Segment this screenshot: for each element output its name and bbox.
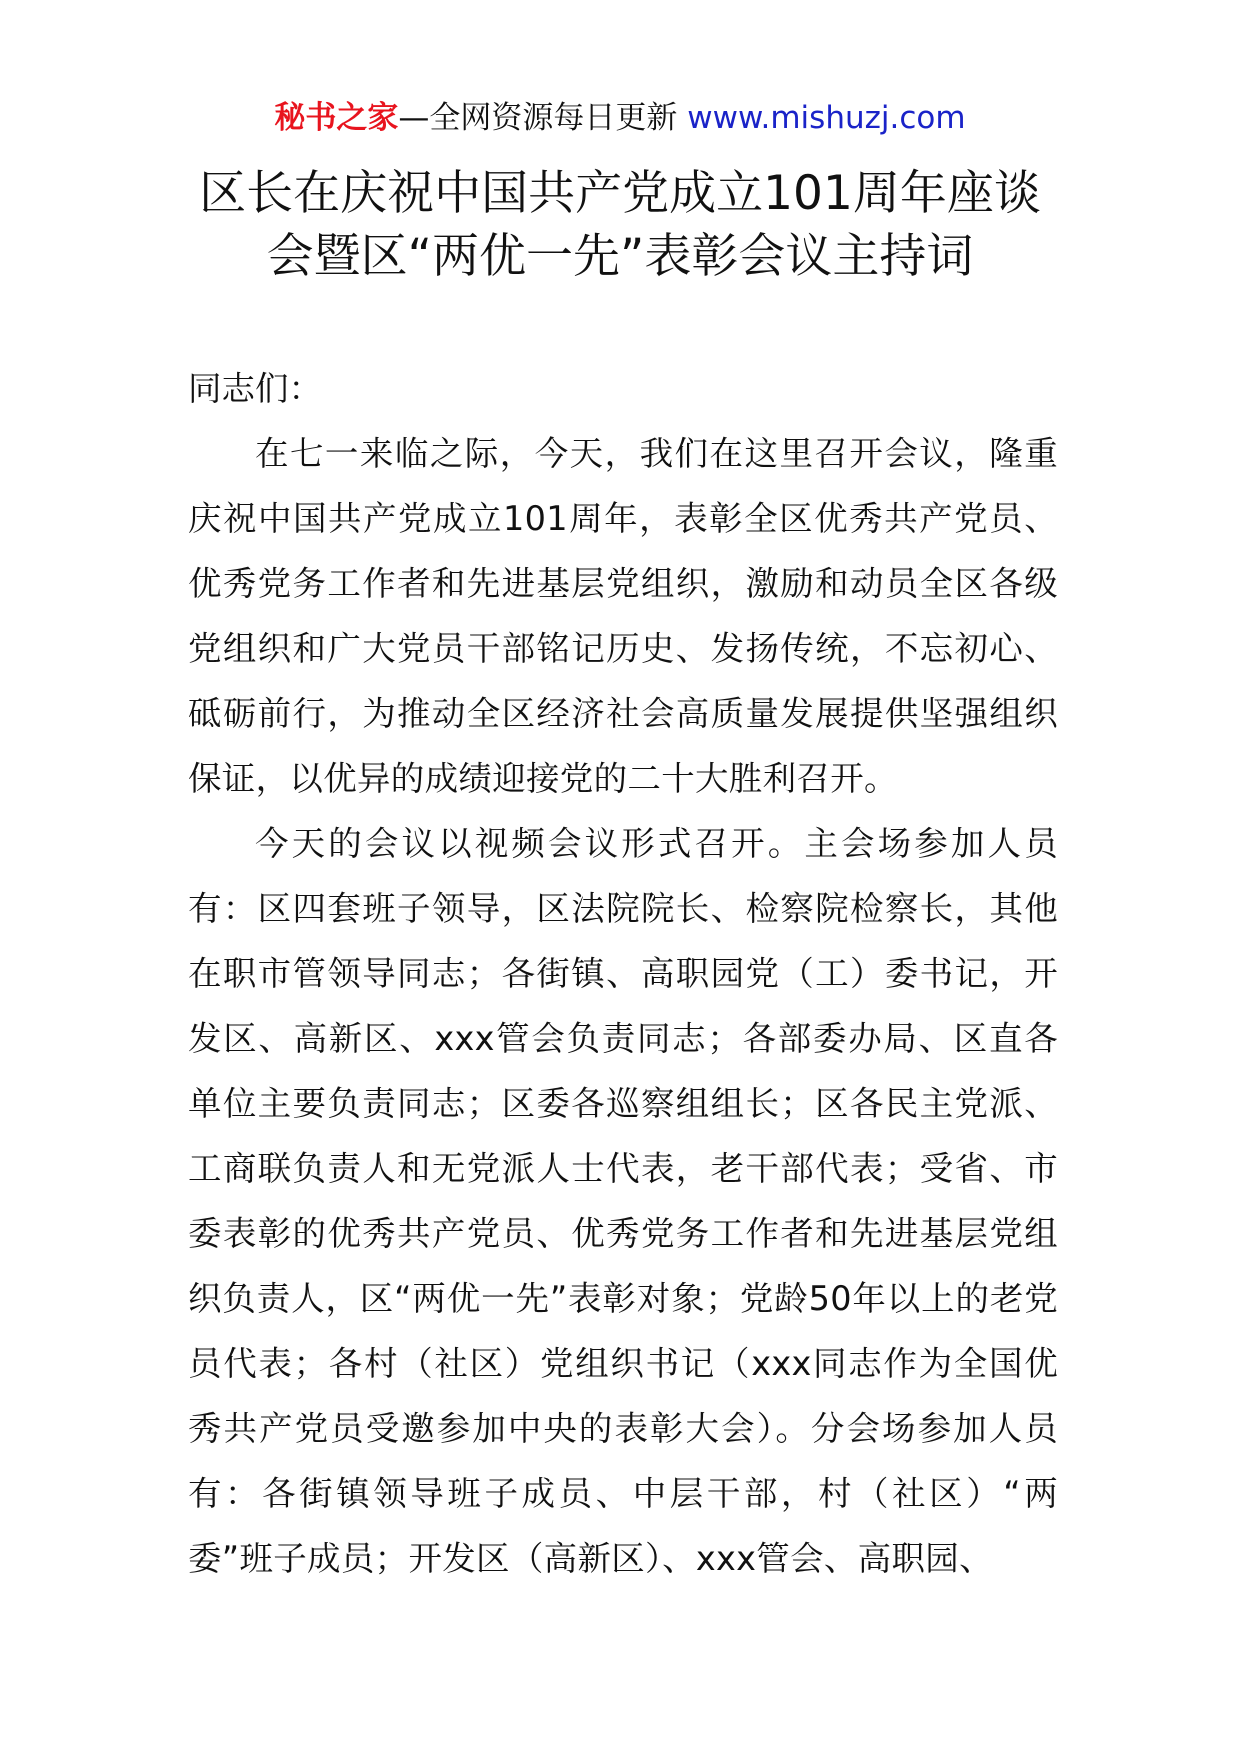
brand-name: 秘书之家 xyxy=(274,100,399,136)
paragraph-1: 在七一来临之际，今天，我们在这里召开会议，隆重庆祝中国共产党成立101周年，表彰全区优秀共产党员、优秀党务工作者和先进基层党组织，激励和动员全区各级党组织和广大党员干部铭记历史、发扬传统，不忘初心、砥砺前行，为推动全区经济社会高质量发展提供坚强组织保证，以优异的成绩迎接党的二十大胜利召开。 xyxy=(188,434,1058,798)
paragraph-2: 今天的会议以视频会议形式召开。主会场参加人员有：区四套班子领导，区法院院长、检察院检察长，其他在职市管领导同志；各街镇、高职园党（工）委书记，开发区、高新区、xxx管会负责同志；各部委办局、区直各单位主要负责同志；区委各巡察组组长；区各民主党派、工商联负责人和无党派人士代表，老干部代表；受省、市委表彰的优秀共产党员、优秀党务工作者和先进基层党组织负责人，区“两优一先”表彰对象；党龄50年以上的老党员代表；各村（社区）党组织书记（xxx同志作为全国优秀共产党员受邀参加中央的表彰大会）。分会场参加人员有：各街镇领导班子成员、中层干部，村（社区）“两委”班子成员；开发区（高新区）、xxx管会、高职园、 xyxy=(188,824,1058,1578)
header-tagline: —全网资源每日更新 xyxy=(398,100,688,136)
document-body xyxy=(188,356,1058,1591)
site-url-link[interactable]: www.mishuzj.com xyxy=(687,100,966,136)
salutation: 同志们： xyxy=(188,369,322,408)
title-line-1: 区长在庆祝中国共产党成立101周年座谈 xyxy=(199,166,1041,221)
site-header xyxy=(0,98,1240,138)
document-title xyxy=(150,162,1090,288)
title-line-2: 会暨区“两优一先”表彰会议主持词 xyxy=(266,229,974,284)
